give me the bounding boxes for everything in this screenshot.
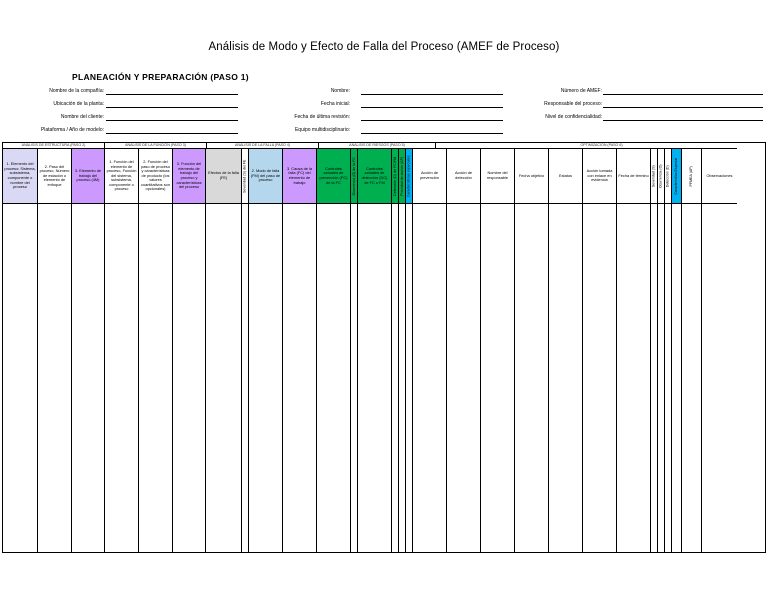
column-header-label: 1. Función del elemento de proceso, Función del sistema, subsistema, componente o proceso: [106, 158, 137, 192]
column-header-label: Detección (D) de FC/FM: [392, 156, 397, 196]
column-header-label: Estatus: [559, 172, 572, 178]
field-customer-input[interactable]: [106, 120, 238, 121]
column-body-3[interactable]: [72, 148, 105, 552]
column-header-19: [481, 148, 515, 204]
column-header-26: [665, 148, 672, 204]
section-function-analysis: ANÁLISIS DE LA FUNCIÓN (PASO 3): [105, 143, 207, 148]
column-body-7[interactable]: [206, 148, 242, 552]
column-body-28[interactable]: [682, 148, 702, 552]
field-label-revision-date: Fecha de última revisión:: [294, 114, 350, 120]
column-body-14[interactable]: [392, 148, 399, 552]
column-header-28: [682, 148, 702, 204]
column-header-label: 3. Elemento de trabajo del proceso (4M): [74, 168, 102, 183]
column-body-11[interactable]: [317, 148, 351, 552]
column-body-13[interactable]: [358, 148, 392, 552]
column-body-20[interactable]: [515, 148, 549, 552]
field-platform-input[interactable]: [106, 133, 238, 134]
column-header-label: Controles actuales de detección (DC) de FC o FM: [361, 165, 388, 185]
column-header-1: [3, 148, 38, 204]
column-header-4: [105, 148, 139, 204]
column-header-16: [406, 148, 413, 204]
planning-subtitle: PLANEACIÓN Y PREPARACIÓN (PASO 1): [72, 72, 249, 82]
field-team-input[interactable]: [361, 133, 503, 134]
column-header-label: Fecha de término: [618, 172, 649, 178]
column-header-29: [702, 148, 737, 204]
section-optimization: OPTIMIZACIÓN (PASO 6): [580, 143, 623, 147]
field-revision-date-input[interactable]: [361, 120, 503, 121]
field-label-confidentiality: Nivel de confidencialidad:: [545, 114, 602, 120]
column-header-label: Características especiales: [406, 155, 411, 197]
column-body-9[interactable]: [249, 148, 283, 552]
column-header-label: Severidad (S): [651, 165, 656, 187]
column-header-label: PFMEA (AP): [689, 165, 694, 187]
column-body-4[interactable]: [105, 148, 139, 552]
column-body-27[interactable]: [672, 148, 682, 552]
section-failure-analysis: ANÁLISIS DE LA FALLA (PASO 4): [207, 143, 319, 148]
field-label-plant: Ubicación de la planta:: [53, 101, 104, 107]
column-header-label: 3. Función del elemento de trabajo del proceso y características del proceso: [176, 161, 202, 190]
field-label-start-date: Fecha inicial:: [320, 101, 350, 107]
field-plant-input[interactable]: [106, 107, 238, 108]
column-header-label: Ocurrencia (O): [658, 164, 663, 188]
column-body-25[interactable]: [658, 148, 665, 552]
section-structure-analysis: ANÁLISIS DE ESTRUCTURA (PASO 2): [3, 143, 105, 148]
field-label-process-owner: Responsable del proceso:: [544, 101, 602, 107]
column-header-12: [351, 148, 358, 204]
column-header-6: [173, 148, 206, 204]
column-body-24[interactable]: [651, 148, 658, 552]
column-body-15[interactable]: [399, 148, 406, 552]
column-header-24: [651, 148, 658, 204]
column-body-8[interactable]: [242, 148, 249, 552]
field-name-input[interactable]: [361, 94, 503, 95]
column-header-27: [672, 148, 682, 204]
column-header-label: Fecha objetivo: [518, 172, 545, 178]
column-header-label: 2. Modo de falla (FM) del paso de proceso: [250, 168, 281, 183]
field-label-fmea-number: Número de AMEF:: [560, 88, 602, 94]
column-header-25: [658, 148, 665, 204]
column-body-26[interactable]: [665, 148, 672, 552]
column-body-10[interactable]: [283, 148, 317, 552]
column-header-label: Prioridad de acción (AP): [399, 156, 404, 196]
column-header-21: [549, 148, 583, 204]
column-body-1[interactable]: [3, 148, 38, 552]
column-body-2[interactable]: [38, 148, 72, 552]
column-header-label: Nombre del responsable: [486, 170, 509, 180]
column-header-15: [399, 148, 406, 204]
field-label-team: Equipo multidisciplinario:: [294, 127, 350, 133]
column-header-18: [447, 148, 481, 204]
document-title: Análisis de Modo y Efecto de Falla del Proceso (AMEF de Proceso): [208, 41, 560, 53]
column-header-label: Observaciones: [706, 172, 733, 178]
field-fmea-number-input[interactable]: [603, 94, 763, 95]
field-label-customer: Nombre del cliente:: [60, 114, 104, 120]
field-label-platform: Plataforma / Año de modelo:: [40, 127, 104, 133]
column-body-17[interactable]: [413, 148, 447, 552]
column-header-8: [242, 148, 249, 204]
field-start-date-input[interactable]: [361, 107, 503, 108]
column-header-label: Ocurrencia (O) de la FC: [351, 156, 356, 196]
column-header-label: 2. Función del paso de proceso y características de producto (los valores cuantitativos son opcionales): [141, 158, 170, 192]
field-label-company: Nombre de la compañía:: [49, 88, 104, 94]
column-body-12[interactable]: [351, 148, 358, 552]
column-header-label: 2. Paso del proceso, Número de estación o elemento de enfoque: [39, 163, 70, 187]
column-header-label: Controles actuales de prevención (PC) de la FC: [319, 165, 348, 185]
column-header-label: Característica Especial: [674, 157, 679, 195]
column-header-label: Acción de detección: [454, 170, 473, 180]
section-risk-analysis: ANÁLISIS DE RIESGOS (PASO 5): [319, 143, 436, 148]
column-header-11: [317, 148, 351, 204]
column-header-10: [283, 148, 317, 204]
column-header-14: [392, 148, 399, 204]
column-body-5[interactable]: [139, 148, 173, 552]
column-header-label: Efectos de la falla (FE): [208, 170, 239, 180]
column-body-29[interactable]: [702, 148, 737, 552]
column-header-label: Acción tomada con enlace en evidencia: [586, 168, 613, 183]
column-header-label: Acción de prevención: [419, 170, 440, 180]
column-header-23: [617, 148, 651, 204]
column-body-6[interactable]: [173, 148, 206, 552]
column-header-label: 1. Elemento del proceso: Sistema, subsistema, componente o nombre del proceso: [4, 161, 36, 190]
column-header-3: [72, 148, 105, 204]
column-header-5: [139, 148, 173, 204]
column-header-13: [358, 148, 392, 204]
column-body-22[interactable]: [583, 148, 617, 552]
column-body-21[interactable]: [549, 148, 583, 552]
pfmea-worksheet-grid: [2, 142, 766, 553]
column-header-17: [413, 148, 447, 204]
column-header-20: [515, 148, 549, 204]
column-header-7: [206, 148, 242, 204]
column-header-label: 3. Causa de la falla (FC) del elemento de trabajo: [286, 165, 313, 185]
field-company-input[interactable]: [106, 94, 238, 95]
column-header-label: Detección (D): [665, 165, 670, 187]
field-process-owner-input[interactable]: [603, 107, 763, 108]
column-header-9: [249, 148, 283, 204]
column-header-label: Severidad (S) del FE: [242, 159, 247, 193]
column-body-16[interactable]: [406, 148, 413, 552]
column-body-18[interactable]: [447, 148, 481, 552]
column-body-19[interactable]: [481, 148, 515, 552]
column-body-23[interactable]: [617, 148, 651, 552]
field-label-name: Nombre:: [330, 88, 350, 94]
column-header-22: [583, 148, 617, 204]
column-header-2: [38, 148, 72, 204]
field-confidentiality-input[interactable]: [603, 120, 763, 121]
